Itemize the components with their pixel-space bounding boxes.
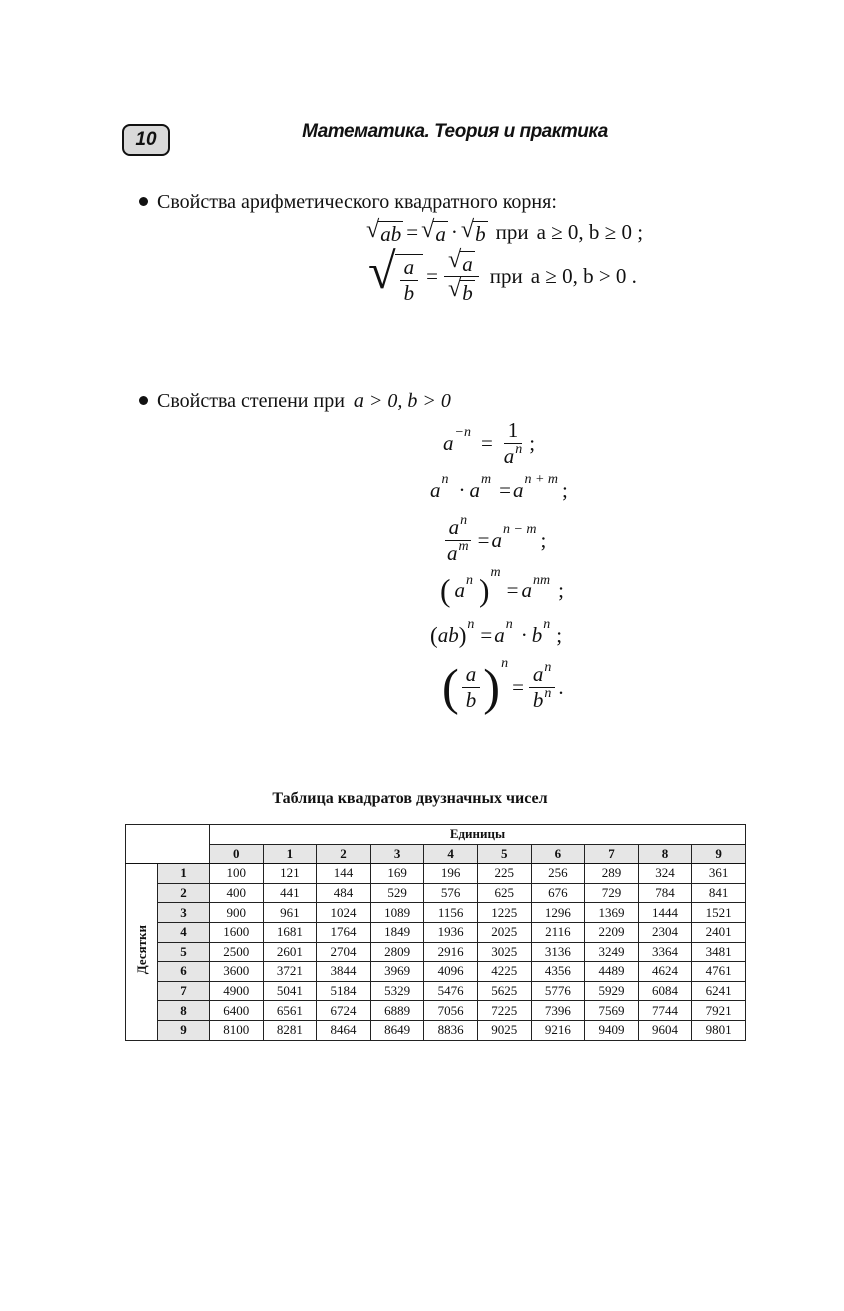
- square-value-cell: 9801: [692, 1020, 746, 1040]
- equals: =: [406, 219, 419, 244]
- condition-word: при: [495, 219, 529, 244]
- tens-digit-cell: 1: [158, 864, 210, 884]
- dot: ·: [458, 478, 466, 502]
- table-row: [126, 1020, 746, 1040]
- equals: =: [512, 675, 524, 700]
- square-value-cell: 1764: [317, 922, 371, 942]
- square-value-cell: 2704: [317, 942, 371, 962]
- exponent: nm: [532, 572, 551, 588]
- numerator: a: [462, 662, 481, 688]
- tens-label: Десятки: [133, 925, 149, 975]
- denominator: b: [465, 688, 477, 713]
- paren: (: [440, 573, 451, 608]
- exponent: m: [481, 472, 492, 488]
- unit-header-cell: 3: [370, 844, 424, 864]
- square-value-cell: 256: [531, 864, 585, 884]
- base: b: [531, 623, 543, 647]
- table-row: [126, 962, 746, 982]
- formula-sqrt-quotient: √ $\frac{a}{b}$ = √ a √ b при a ≥ 0, b > 0 .: [368, 243, 637, 306]
- paren: ): [479, 573, 490, 608]
- punct: ;: [558, 578, 564, 603]
- base: a: [532, 662, 544, 686]
- square-value-cell: 5041: [263, 981, 317, 1001]
- square-value-cell: 2025: [477, 922, 531, 942]
- exponent: n: [441, 472, 449, 488]
- unit-header-cell: 6: [531, 844, 585, 864]
- units-header: Единицы: [210, 825, 746, 845]
- square-value-cell: 7225: [477, 1001, 531, 1021]
- bullet-sqrt-properties: [139, 191, 557, 214]
- unit-header-cell: 2: [317, 844, 371, 864]
- formula-power-of-power: [440, 564, 564, 608]
- square-value-cell: 4096: [424, 962, 478, 982]
- square-value-cell: 1369: [585, 903, 639, 923]
- square-value-cell: 6889: [370, 1001, 424, 1021]
- square-value-cell: 1681: [263, 922, 317, 942]
- square-value-cell: 1089: [370, 903, 424, 923]
- base: ab: [437, 623, 459, 647]
- square-value-cell: 196: [424, 864, 478, 884]
- square-value-cell: 6084: [638, 981, 692, 1001]
- numerator: 1: [504, 418, 523, 444]
- exponent: m: [490, 564, 501, 580]
- table-title: Таблица квадратов двузначных чисел: [272, 790, 548, 807]
- square-value-cell: 900: [210, 903, 264, 923]
- denominator: b: [403, 281, 415, 306]
- square-value-cell: 3025: [477, 942, 531, 962]
- squares-table: [125, 824, 746, 1041]
- table-row: [126, 864, 746, 884]
- square-value-cell: 729: [585, 883, 639, 903]
- square-value-cell: 784: [638, 883, 692, 903]
- square-value-cell: 1225: [477, 903, 531, 923]
- exponent: n: [501, 656, 509, 672]
- square-value-cell: 7056: [424, 1001, 478, 1021]
- base: a: [494, 623, 505, 647]
- square-value-cell: 3600: [210, 962, 264, 982]
- square-value-cell: 961: [263, 903, 317, 923]
- denominator: a: [503, 444, 515, 469]
- square-value-cell: 6561: [263, 1001, 317, 1021]
- equals: =: [477, 528, 490, 553]
- formula-negative-exponent: [443, 418, 535, 469]
- equals: =: [480, 431, 493, 456]
- paren: (: [442, 659, 459, 716]
- punct: ;: [562, 478, 568, 502]
- exponent: n: [505, 617, 513, 633]
- bullet-icon: [139, 396, 148, 405]
- unit-header-cell: 9: [692, 844, 746, 864]
- condition: a ≥ 0, b > 0 .: [530, 263, 637, 288]
- square-value-cell: 5625: [477, 981, 531, 1001]
- square-value-cell: 225: [477, 864, 531, 884]
- exponent: n: [466, 572, 473, 588]
- square-value-cell: 2601: [263, 942, 317, 962]
- base: a: [521, 578, 532, 603]
- square-value-cell: 625: [477, 883, 531, 903]
- unit-header-cell: 0: [210, 844, 264, 864]
- square-value-cell: 8836: [424, 1020, 478, 1040]
- square-value-cell: 7921: [692, 1001, 746, 1021]
- running-header-title: Математика. Теория и практика: [302, 121, 608, 142]
- radicand: a: [462, 251, 473, 276]
- bullet-power-properties: [139, 390, 451, 413]
- square-value-cell: 7744: [638, 1001, 692, 1021]
- square-value-cell: 324: [638, 864, 692, 884]
- radicand: b: [462, 280, 473, 305]
- square-value-cell: 841: [692, 883, 746, 903]
- square-value-cell: 1936: [424, 922, 478, 942]
- dot: ·: [450, 219, 458, 244]
- base: a: [454, 578, 465, 603]
- square-value-cell: 9025: [477, 1020, 531, 1040]
- formula-sqrt-product: √ ab = √ a · √ b при a ≥ 0, b ≥ 0 ;: [366, 216, 644, 246]
- base: a: [443, 431, 454, 456]
- square-value-cell: 4761: [692, 962, 746, 982]
- bullet-text: Свойства степени при: [157, 390, 345, 412]
- square-value-cell: 100: [210, 864, 264, 884]
- table-row: [126, 903, 746, 923]
- square-value-cell: 144: [317, 864, 371, 884]
- square-value-cell: 2809: [370, 942, 424, 962]
- square-value-cell: 4225: [477, 962, 531, 982]
- base: a: [491, 528, 502, 553]
- base: a: [447, 541, 458, 566]
- square-value-cell: 2401: [692, 922, 746, 942]
- dot: ·: [520, 623, 528, 647]
- square-value-cell: 1296: [531, 903, 585, 923]
- square-value-cell: 3969: [370, 962, 424, 982]
- square-value-cell: 5476: [424, 981, 478, 1001]
- square-value-cell: 529: [370, 883, 424, 903]
- page-number-badge: 10: [122, 124, 170, 156]
- square-value-cell: 2116: [531, 922, 585, 942]
- square-value-cell: 8281: [263, 1020, 317, 1040]
- exponent: n: [543, 617, 551, 633]
- condition-word: при: [489, 263, 523, 288]
- bullet-text: Свойства арифметического квадратного корня:: [157, 191, 557, 213]
- unit-header-cell: 7: [585, 844, 639, 864]
- unit-header-cell: 4: [424, 844, 478, 864]
- exponent-n-plus-m: n + m: [524, 472, 559, 488]
- square-value-cell: 7569: [585, 1001, 639, 1021]
- square-value-cell: 361: [692, 864, 746, 884]
- tens-digit-cell: 6: [158, 962, 210, 982]
- equals: =: [506, 578, 519, 603]
- tens-label-cell: [126, 864, 158, 1040]
- square-value-cell: 8464: [317, 1020, 371, 1040]
- equals: =: [499, 478, 511, 502]
- square-value-cell: 4900: [210, 981, 264, 1001]
- condition: a ≥ 0, b ≥ 0 ;: [536, 219, 644, 244]
- corner-cell: [126, 825, 210, 864]
- square-value-cell: 5776: [531, 981, 585, 1001]
- square-value-cell: 6724: [317, 1001, 371, 1021]
- tens-digit-cell: 2: [158, 883, 210, 903]
- square-value-cell: 1600: [210, 922, 264, 942]
- paren: (: [430, 621, 438, 648]
- paren: ): [483, 659, 501, 716]
- square-value-cell: 5184: [317, 981, 371, 1001]
- square-value-cell: 2209: [585, 922, 639, 942]
- exponent: m: [458, 538, 469, 554]
- exponent: n: [544, 659, 552, 675]
- exponent-n-minus-m: n − m: [502, 522, 537, 538]
- square-value-cell: 6241: [692, 981, 746, 1001]
- punct: ;: [529, 431, 536, 456]
- radicand: b: [475, 222, 486, 246]
- square-value-cell: 5929: [585, 981, 639, 1001]
- square-value-cell: 3364: [638, 942, 692, 962]
- square-value-cell: 676: [531, 883, 585, 903]
- exponent: −n: [454, 425, 471, 441]
- tens-digit-cell: 9: [158, 1020, 210, 1040]
- square-value-cell: 7396: [531, 1001, 585, 1021]
- square-value-cell: 8649: [370, 1020, 424, 1040]
- unit-header-cell: 5: [477, 844, 531, 864]
- square-value-cell: 9604: [638, 1020, 692, 1040]
- square-value-cell: 2500: [210, 942, 264, 962]
- square-value-cell: 4356: [531, 962, 585, 982]
- square-value-cell: 5329: [370, 981, 424, 1001]
- formula-power-of-quotient: [442, 656, 564, 716]
- numerator: a: [400, 255, 419, 281]
- square-value-cell: 1156: [424, 903, 478, 923]
- square-value-cell: 9216: [531, 1020, 585, 1040]
- tens-digit-cell: 5: [158, 942, 210, 962]
- base: a: [512, 478, 524, 502]
- units-row: [126, 844, 746, 864]
- base: a: [469, 478, 480, 502]
- exponent: n: [515, 441, 523, 457]
- square-value-cell: 441: [263, 883, 317, 903]
- exponent: n: [460, 512, 468, 528]
- unit-header-cell: 1: [263, 844, 317, 864]
- square-value-cell: 9409: [585, 1020, 639, 1040]
- tens-digit-cell: 7: [158, 981, 210, 1001]
- base: a: [430, 478, 441, 502]
- table-row: [126, 942, 746, 962]
- base: a: [448, 515, 460, 539]
- square-value-cell: 8100: [210, 1020, 264, 1040]
- square-value-cell: 289: [585, 864, 639, 884]
- radicand: a: [435, 222, 446, 246]
- bullet-icon: [139, 197, 148, 206]
- radicand: ab: [380, 222, 402, 246]
- table-row: [126, 883, 746, 903]
- square-value-cell: 4489: [585, 962, 639, 982]
- square-value-cell: 3844: [317, 962, 371, 982]
- formula-power-of-product: [430, 617, 563, 648]
- punct: ;: [556, 623, 563, 647]
- punct: ;: [540, 528, 547, 553]
- table-row: [126, 1001, 746, 1021]
- equals: =: [480, 623, 493, 647]
- square-value-cell: 2916: [424, 942, 478, 962]
- square-value-cell: 3136: [531, 942, 585, 962]
- exponent: n: [467, 617, 475, 633]
- square-value-cell: 1849: [370, 922, 424, 942]
- unit-header-cell: 8: [638, 844, 692, 864]
- square-value-cell: 2304: [638, 922, 692, 942]
- square-value-cell: 1521: [692, 903, 746, 923]
- square-value-cell: 1444: [638, 903, 692, 923]
- exponent: n: [544, 685, 552, 701]
- tens-digit-cell: 4: [158, 922, 210, 942]
- square-value-cell: 400: [210, 883, 264, 903]
- table-row: [126, 922, 746, 942]
- square-value-cell: 3481: [692, 942, 746, 962]
- square-value-cell: 3249: [585, 942, 639, 962]
- table-row: [126, 981, 746, 1001]
- square-value-cell: 121: [263, 864, 317, 884]
- square-value-cell: 484: [317, 883, 371, 903]
- square-value-cell: 169: [370, 864, 424, 884]
- square-value-cell: 6400: [210, 1001, 264, 1021]
- tens-digit-cell: 3: [158, 903, 210, 923]
- punct: .: [558, 675, 564, 700]
- tens-digit-cell: 8: [158, 1001, 210, 1021]
- square-value-cell: 576: [424, 883, 478, 903]
- bullet-condition: a > 0, b > 0: [353, 390, 451, 412]
- square-value-cell: 3721: [263, 962, 317, 982]
- formula-product-of-powers: [430, 472, 568, 503]
- formula-quotient-of-powers: [440, 512, 547, 566]
- paren: ): [458, 621, 467, 648]
- equals: =: [426, 263, 438, 288]
- base: b: [532, 688, 544, 713]
- square-value-cell: 1024: [317, 903, 371, 923]
- square-value-cell: 4624: [638, 962, 692, 982]
